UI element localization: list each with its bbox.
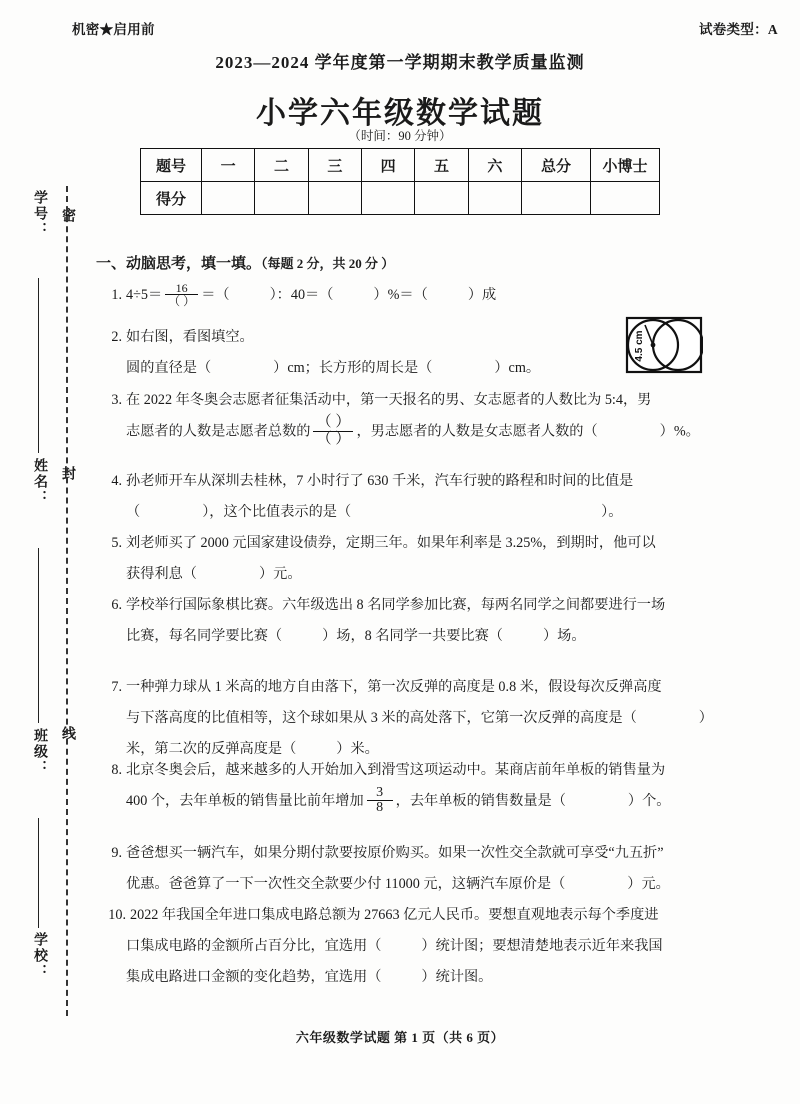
- score-table-wrapper: [140, 148, 660, 215]
- rectangle-two-circles-diagram: [625, 316, 703, 374]
- section-index: 一、: [96, 256, 127, 272]
- question-text: 爸爸想买一辆汽车，如果分期付款要按原价购买。如果一次性交全款就可享受“九五折”: [126, 845, 664, 861]
- question-line: [96, 590, 786, 621]
- question-number: 4.: [111, 473, 122, 489]
- question-item: [96, 590, 786, 652]
- fraction-denominator: （ ）: [168, 294, 196, 309]
- question-line: [96, 755, 786, 786]
- question-text: ）统计图；要想清楚地表示近年来我国: [421, 938, 663, 954]
- question-text: ）场。: [542, 628, 586, 644]
- score-table-score-cell[interactable]: [361, 182, 414, 215]
- question-text: ，去年单板的销售数量是（: [395, 793, 566, 809]
- fraction-numerator: （ ）: [316, 414, 351, 430]
- fraction-denominator: 8: [376, 800, 384, 816]
- score-table-row: [141, 182, 660, 215]
- question-number: 10.: [108, 907, 126, 923]
- question-item: [96, 672, 786, 765]
- question-text: ）成: [467, 287, 497, 303]
- score-table-score-cell[interactable]: [202, 182, 255, 215]
- figure-radius-label: 4.5 cm: [634, 330, 645, 362]
- question-text: 如右图，看图填空。: [126, 329, 254, 345]
- question-text: （: [126, 504, 141, 520]
- question-text: 比赛，每名同学要比赛（: [126, 628, 283, 644]
- question-text: 400 个，去年单板的销售量比前年增加: [126, 793, 364, 809]
- question-item: [96, 528, 786, 590]
- question-line: [96, 385, 786, 416]
- question-line: [96, 962, 786, 993]
- question-text: ＝（: [201, 287, 230, 303]
- page-header: [72, 18, 778, 38]
- fraction: [367, 786, 393, 816]
- score-table-column-header: 五: [415, 149, 468, 182]
- question-line: [96, 497, 786, 528]
- question-text: ）cm。: [494, 360, 541, 376]
- question-text: 4÷5＝: [126, 287, 163, 303]
- seal-field-xuehao: 学号：: [32, 190, 47, 238]
- score-table-score-cell[interactable]: [308, 182, 361, 215]
- question-text: ）。: [601, 504, 623, 520]
- seal-field-column: [26, 0, 52, 1104]
- question-line: [96, 900, 786, 931]
- paper-type-label: 试卷类型：A: [698, 22, 778, 37]
- seal-dashed-line: [66, 186, 68, 1016]
- question-item: [96, 385, 786, 449]
- question-line: [96, 703, 786, 734]
- question-item: [96, 466, 786, 528]
- question-text: 集成电路进口金额的变化趋势，宜选用（: [126, 969, 382, 985]
- question-text: 志愿者的人数是志愿者总数的: [126, 423, 311, 440]
- question-text: 在 2022 年冬奥会志愿者征集活动中，第一天报名的男、女志愿者的人数比为 5:4，男: [126, 392, 652, 408]
- page-title: 小学六年级数学试题: [256, 97, 544, 130]
- question-text: ，男志愿者的人数是女志愿者人数的（: [356, 423, 598, 440]
- section-heading: [96, 252, 394, 273]
- question-item: [96, 755, 786, 817]
- question-number: 5.: [111, 535, 122, 551]
- fraction-numerator: 16: [175, 280, 188, 295]
- score-table-column-header: 小博士: [591, 149, 660, 182]
- page-footer: 六年级数学试题 第 1 页（共 6 页）: [295, 1030, 505, 1045]
- question-text: 米，第二次的反弹高度是（: [126, 741, 297, 757]
- question-line: [96, 528, 786, 559]
- question-item: [96, 838, 786, 900]
- question-text: 口集成电路的金额所占百分比，宜选用（: [126, 938, 382, 954]
- question-text: 优惠。爸爸算了一下一次性交全款要少付 11000 元，这辆汽车原价是（: [126, 876, 566, 892]
- exam-duration: （时间：90 分钟）: [348, 129, 452, 143]
- question-number: 1.: [111, 287, 122, 303]
- question-text: 获得利息（: [126, 566, 197, 582]
- confidential-notice: 机密★启用前: [72, 22, 155, 37]
- question-text: 学校举行国际象棋比赛。六年级选出 8 名同学参加比赛，每两名同学之间都要进行一场: [126, 597, 666, 613]
- question-line: [96, 931, 786, 962]
- question-text: ）场，8 名同学一共要比赛（: [322, 628, 503, 644]
- question-text: 北京冬奥会后，越来越多的人开始加入到滑雪这项运动中。某商店前年单板的销售量为: [126, 762, 666, 778]
- question-text: ）元。: [627, 876, 670, 892]
- score-table-row-label: 题号: [141, 149, 202, 182]
- question-line: [96, 838, 786, 869]
- question-line: [96, 280, 786, 311]
- score-table-score-cell[interactable]: [468, 182, 521, 215]
- seal-rule-3: [38, 818, 39, 928]
- question-line: [96, 559, 786, 590]
- question-text: ）个。: [627, 793, 671, 809]
- question-number: 8.: [111, 762, 122, 778]
- fraction-denominator: （ ）: [316, 430, 351, 447]
- question-line: [96, 621, 786, 652]
- question-text: ），这个比值表示的是（: [202, 504, 352, 520]
- score-table-column-header: 三: [308, 149, 361, 182]
- score-table-row-label: 得分: [141, 182, 202, 215]
- fraction-numerator: 3: [376, 784, 384, 800]
- question-text: ）元。: [258, 566, 302, 582]
- question-text: ）%。: [659, 423, 700, 440]
- seal-char-mi: 密: [60, 208, 75, 224]
- question-number: 2.: [111, 329, 122, 345]
- score-table-column-header: 二: [255, 149, 308, 182]
- seal-rule-1: [38, 278, 39, 453]
- score-table-column-header: 一: [202, 149, 255, 182]
- fraction: [313, 415, 353, 448]
- question-text: 圆的直径是（: [126, 360, 212, 376]
- score-table-column-header: 六: [468, 149, 521, 182]
- seal-field-banji: 班级：: [32, 728, 47, 776]
- section-points: （每题 2 分，共 20 分 ）: [261, 256, 395, 271]
- seal-rule-2: [38, 548, 39, 723]
- score-table-score-cell[interactable]: [522, 182, 591, 215]
- fraction: [165, 282, 198, 308]
- question-line: [96, 672, 786, 703]
- score-table-row: [141, 149, 660, 182]
- seal-field-xingming: 姓名：: [32, 458, 47, 506]
- question-item: [96, 280, 786, 311]
- question-text: 2022 年我国全年进口集成电路总额为 27663 亿元人民币。要想直观地表示每个季度进: [130, 907, 659, 923]
- question-line: [96, 786, 786, 817]
- question-text: ）统计图。: [421, 969, 493, 985]
- question-line: [96, 466, 786, 497]
- seal-field-xuexiao: 学校：: [32, 932, 47, 980]
- section-title: 动脑思考，填一填。: [126, 256, 262, 272]
- score-table-score-cell[interactable]: [591, 182, 660, 215]
- question-text: 一种弹力球从 1 米高的地方自由落下，第一次反弹的高度是 0.8 米，假设每次反弹高度: [126, 679, 662, 695]
- question-text: 与下落高度的比值相等，这个球如果从 3 米的高处落下，它第一次反弹的高度是（: [126, 710, 637, 726]
- question-text: ）%＝（: [373, 287, 428, 303]
- score-table: [140, 148, 660, 215]
- score-table-column-header: 四: [361, 149, 414, 182]
- exam-subtitle: 2023—2024 学年度第一学期期末教学质量监测: [215, 53, 585, 72]
- seal-char-feng: 封: [60, 466, 75, 482]
- question-item: [96, 900, 786, 993]
- score-table-column-header: 总分: [522, 149, 591, 182]
- question-number: 6.: [111, 597, 122, 613]
- score-table-score-cell[interactable]: [255, 182, 308, 215]
- seal-char-xian: 线: [60, 726, 75, 742]
- question-number: 3.: [111, 392, 122, 408]
- question-number: 9.: [111, 845, 122, 861]
- question-text: ）cm；长方形的周长是（: [273, 360, 433, 376]
- score-table-score-cell[interactable]: [415, 182, 468, 215]
- question-2-figure: [625, 316, 703, 374]
- question-line: [96, 416, 786, 449]
- question-text: ）米。: [336, 741, 379, 757]
- question-number: 7.: [111, 679, 122, 695]
- question-text: 孙老师开车从深圳去桂林，7 小时行了 630 千米，汽车行驶的路程和时间的比值是: [126, 473, 634, 489]
- question-text: ）：40＝（: [269, 287, 334, 303]
- question-line: [96, 869, 786, 900]
- question-text: 刘老师买了 2000 元国家建设债券，定期三年。如果年利率是 3.25%，到期时，他可以: [126, 535, 656, 551]
- question-text: ）: [698, 710, 713, 726]
